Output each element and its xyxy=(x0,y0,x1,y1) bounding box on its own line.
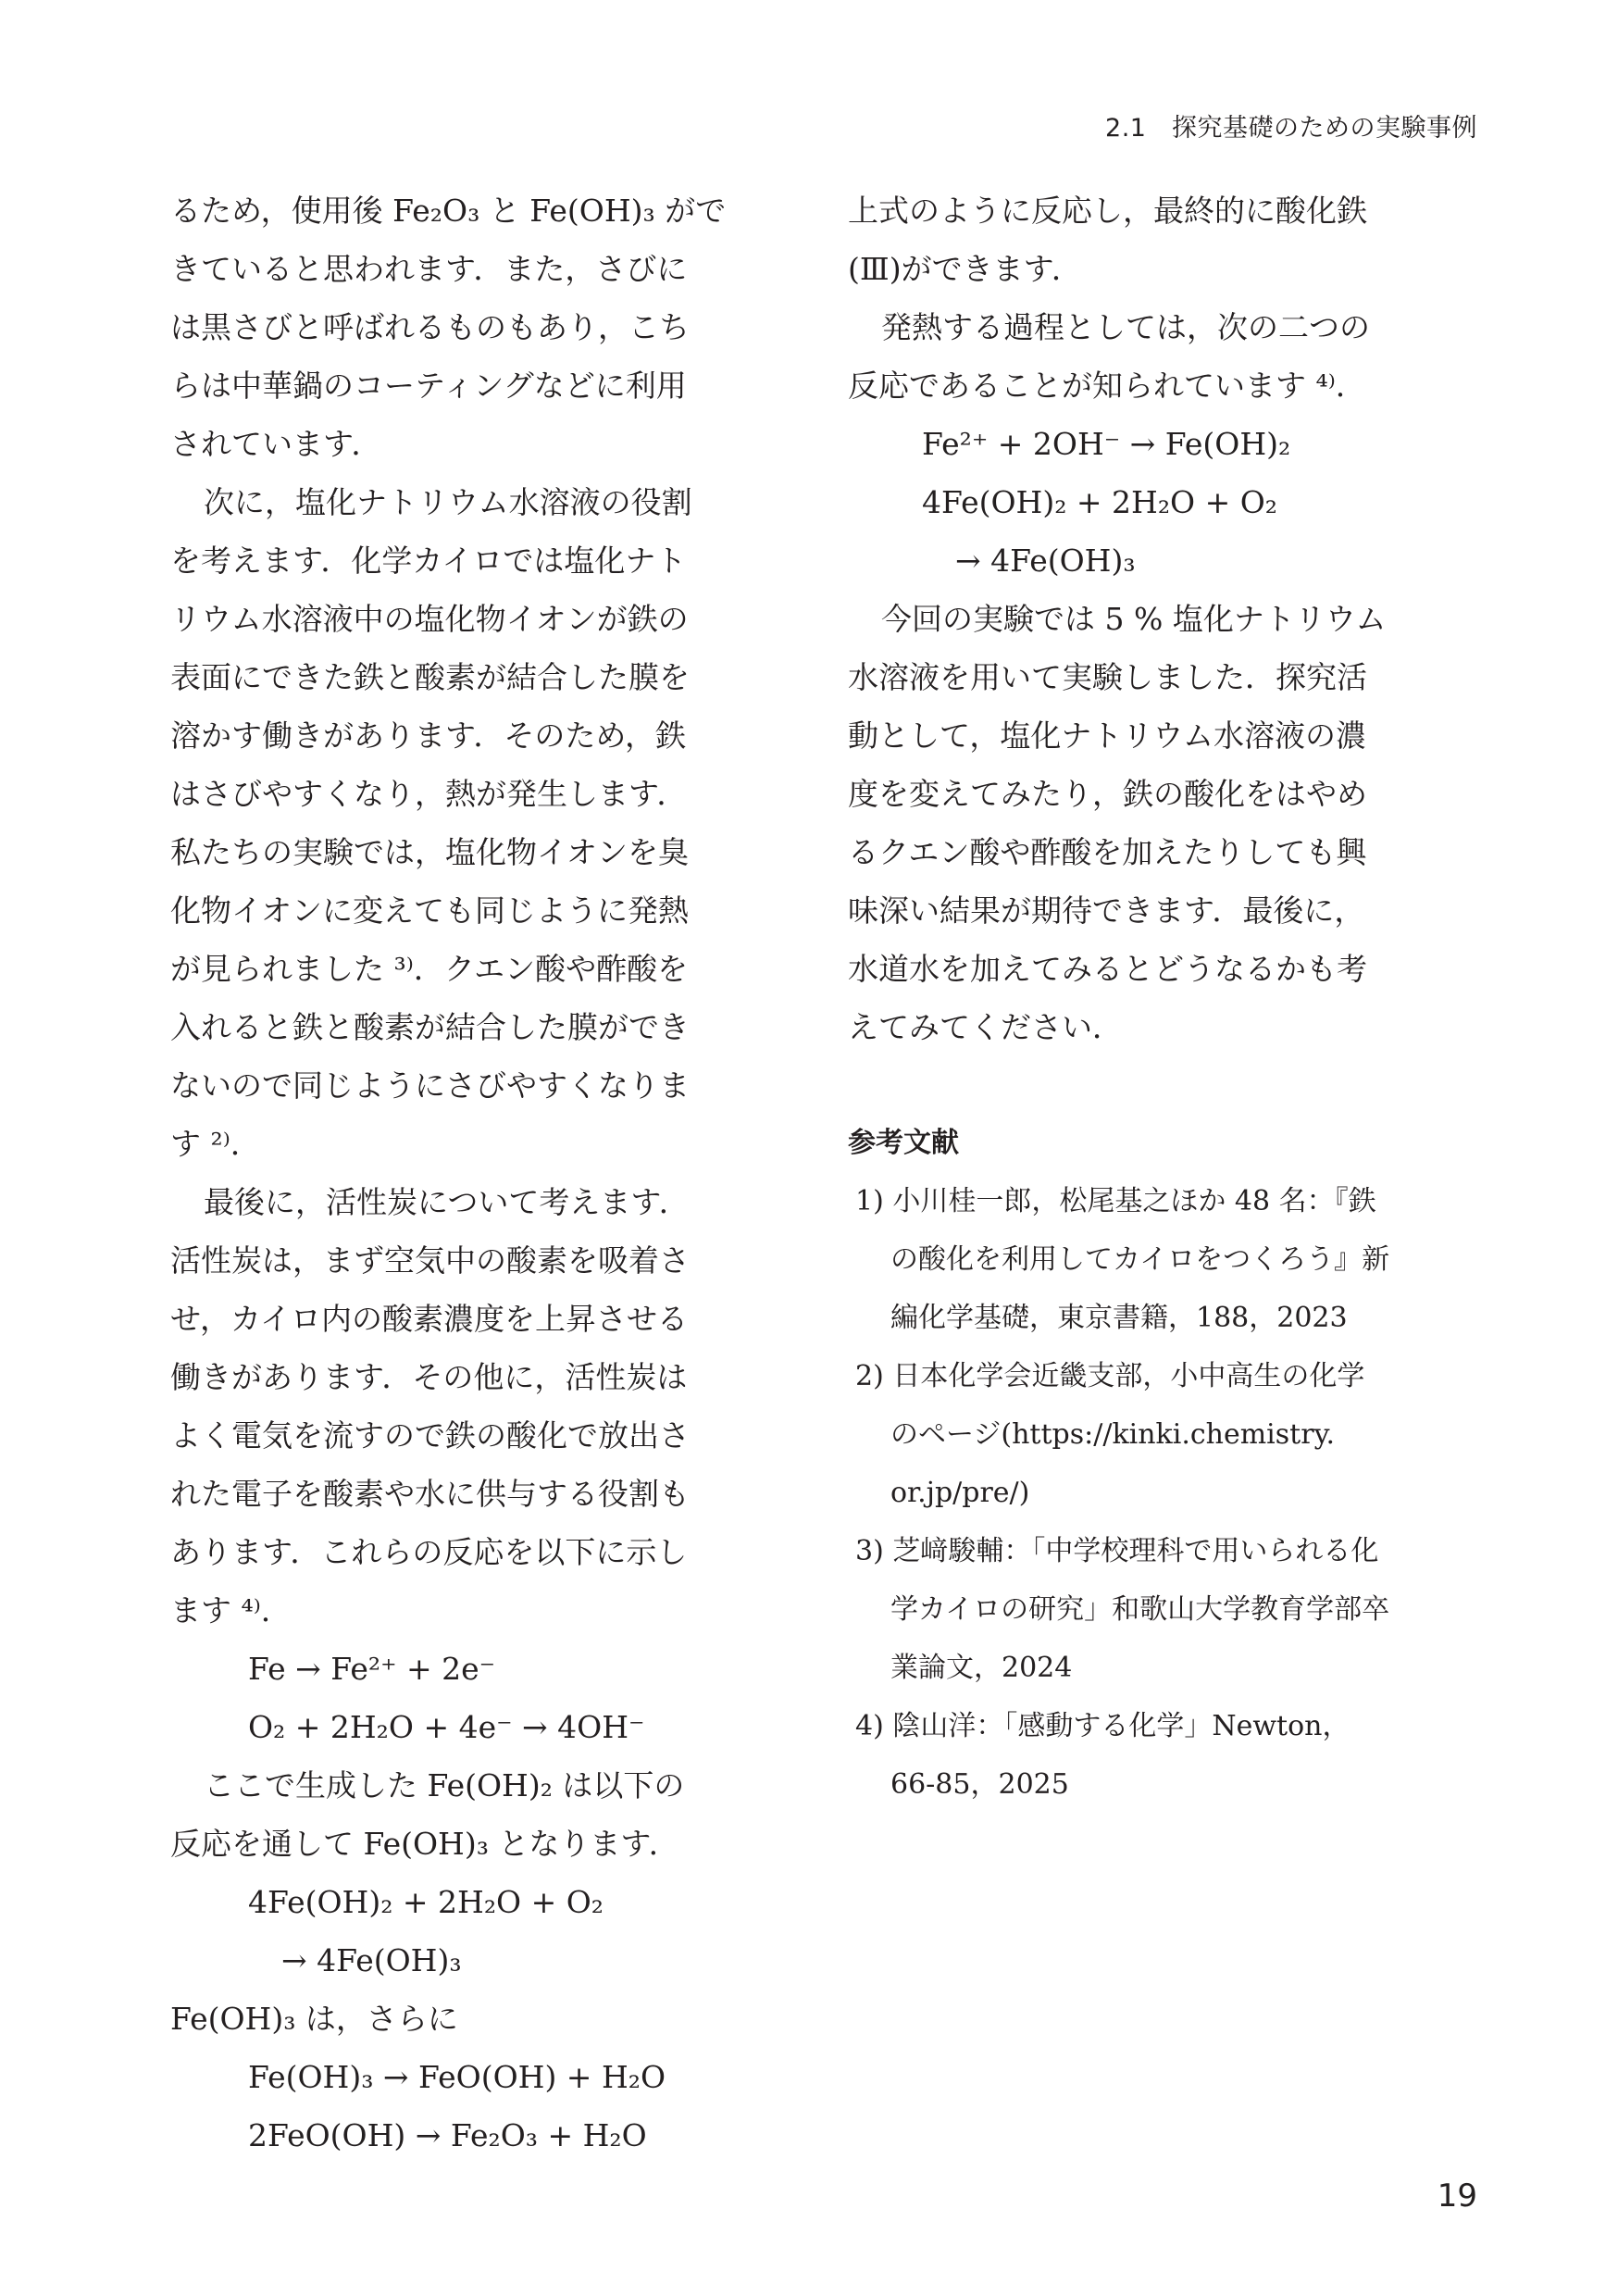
text-line: 表面にできた鉄と酸素が結合した膜を xyxy=(170,659,690,695)
reference-line: 2) 日本化学会近畿支部，小中高生の化学 xyxy=(855,1360,1365,1392)
text-line: Fe(OH)₃ は，さらに xyxy=(170,2001,458,2037)
text-line: ないので同じようにさびやすくなりま xyxy=(170,1067,690,1104)
reference-line: のページ(https://kinki.chemistry. xyxy=(890,1418,1336,1451)
paragraph-first-line: 次に，塩化ナトリウム水溶液の役割 xyxy=(204,484,692,520)
reference-line: or.jp/pre/) xyxy=(890,1477,1030,1509)
text-line: 反応を通して Fe(OH)₃ となります． xyxy=(170,1826,679,1862)
reference-line: の酸化を利用してカイロをつくろう』新 xyxy=(890,1243,1390,1276)
reference-line: 3) 芝﨑駿輔：「中学校理科で用いられる化 xyxy=(855,1535,1379,1567)
text-line: 活性炭は，まず空気中の酸素を吸着さ xyxy=(170,1242,690,1279)
reference-item xyxy=(848,1347,1457,1522)
equation-line: Fe(OH)₃ → FeO(OH) + H₂O xyxy=(248,2059,666,2095)
text-line: 水道水を加えてみるとどうなるかも考 xyxy=(848,951,1367,987)
right-column xyxy=(848,181,1457,1814)
text-line: せ，カイロ内の酸素濃度を上昇させる xyxy=(170,1301,689,1337)
right-column-body xyxy=(848,181,1457,1056)
text-line: はさびやすくなり，熱が発生します． xyxy=(170,776,688,812)
reference-line: 66-85，2025 xyxy=(890,1768,1069,1801)
reference-item xyxy=(848,1522,1457,1697)
equation-line: 4Fe(OH)₂ + 2H₂O + O₂ xyxy=(922,484,1278,520)
equation-line: 2FeO(OH) → Fe₂O₃ + H₂O xyxy=(248,2117,647,2153)
reference-line: 学カイロの研究」和歌山大学教育学部卒 xyxy=(890,1593,1390,1626)
equation-line: Fe²⁺ + 2OH⁻ → Fe(OH)₂ xyxy=(922,426,1291,462)
reference-line: 1) 小川桂一郎，松尾基之ほか 48 名：『鉄 xyxy=(855,1185,1376,1217)
text-line: 私たちの実験では，塩化物イオンを臭 xyxy=(170,834,690,870)
paragraph-first-line: 最後に，活性炭について考えます． xyxy=(204,1184,690,1220)
text-line: きていると思われます．また，さびに xyxy=(170,251,688,287)
text-line: 動として，塩化ナトリウム水溶液の濃 xyxy=(848,718,1367,754)
left-column xyxy=(170,181,779,2165)
section-spacer xyxy=(848,1056,1457,1114)
text-line: 反応であることが知られています ⁴⁾． xyxy=(848,368,1366,404)
text-line: えてみてください． xyxy=(848,1009,1123,1045)
text-line: 水溶液を用いて実験しました．探究活 xyxy=(848,659,1367,695)
text-line: が見られました ³⁾．クエン酸や酢酸を xyxy=(170,951,689,987)
text-line: 味深い結果が期待できます．最後に， xyxy=(848,892,1365,929)
text-line: されています． xyxy=(170,426,382,462)
text-line: を考えます．化学カイロでは塩化ナト xyxy=(170,543,687,579)
text-line: 働きがあります．その他に，活性炭は xyxy=(170,1359,688,1395)
equation-line: Fe → Fe²⁺ + 2e⁻ xyxy=(248,1651,496,1687)
reference-line: 業論文，2024 xyxy=(890,1652,1073,1684)
reference-item xyxy=(848,1172,1457,1347)
text-line: るクエン酸や酢酸を加えたりしても興 xyxy=(848,834,1367,870)
equation-line: → 4Fe(OH)₃ xyxy=(955,543,1136,579)
text-line: 入れると鉄と酸素が結合した膜ができ xyxy=(170,1009,690,1045)
references-list xyxy=(848,1172,1457,1814)
references-heading: 参考文献 xyxy=(848,1127,959,1159)
text-line: らは中華鍋のコーティングなどに利用 xyxy=(170,368,687,404)
text-line: 上式のように反応し，最終的に酸化鉄 xyxy=(848,193,1367,229)
text-line: よく電気を流すので鉄の酸化で放出さ xyxy=(170,1417,690,1454)
reference-line: 4) 陰山洋：「感動する化学」Newton， xyxy=(855,1710,1350,1742)
text-line: あります．これらの反応を以下に示し xyxy=(170,1534,688,1570)
text-line: 溶かす働きがあります．そのため，鉄 xyxy=(170,718,687,754)
equation-line: O₂ + 2H₂O + 4e⁻ → 4OH⁻ xyxy=(248,1709,645,1745)
text-line: 化物イオンに変えても同じように発熱 xyxy=(170,892,690,929)
running-head: 2.1 探究基礎のための実験事例 xyxy=(1105,114,1477,143)
text-line: 度を変えてみたり，鉄の酸化をはやめ xyxy=(848,776,1367,812)
paragraph-first-line: 今回の実験では 5 % 塩化ナトリウム xyxy=(881,601,1387,637)
text-line: リウム水溶液中の塩化物イオンが鉄の xyxy=(170,601,689,637)
text-line: は黒さびと呼ばれるものもあり，こち xyxy=(170,309,690,345)
paragraph-first-line: ここで生成した Fe(OH)₂ は以下の xyxy=(204,1767,685,1803)
text-line: るため，使用後 Fe₂O₃ と Fe(OH)₃ がで xyxy=(170,193,727,229)
equation-line: 4Fe(OH)₂ + 2H₂O + O₂ xyxy=(248,1884,604,1920)
text-line: れた電子を酸素や水に供与する役割も xyxy=(170,1476,690,1512)
equation-line: → 4Fe(OH)₃ xyxy=(281,1942,462,1978)
text-line: す ²⁾． xyxy=(170,1126,261,1162)
paragraph-first-line: 発熱する過程としては，次の二つの xyxy=(881,309,1370,345)
reference-line: 編化学基礎，東京書籍，188，2023 xyxy=(890,1302,1348,1334)
text-line: (Ⅲ)ができます． xyxy=(848,251,1082,287)
text-line: ます ⁴⁾． xyxy=(170,1592,292,1628)
page-number: 19 xyxy=(1437,2177,1477,2215)
reference-item xyxy=(848,1697,1457,1814)
